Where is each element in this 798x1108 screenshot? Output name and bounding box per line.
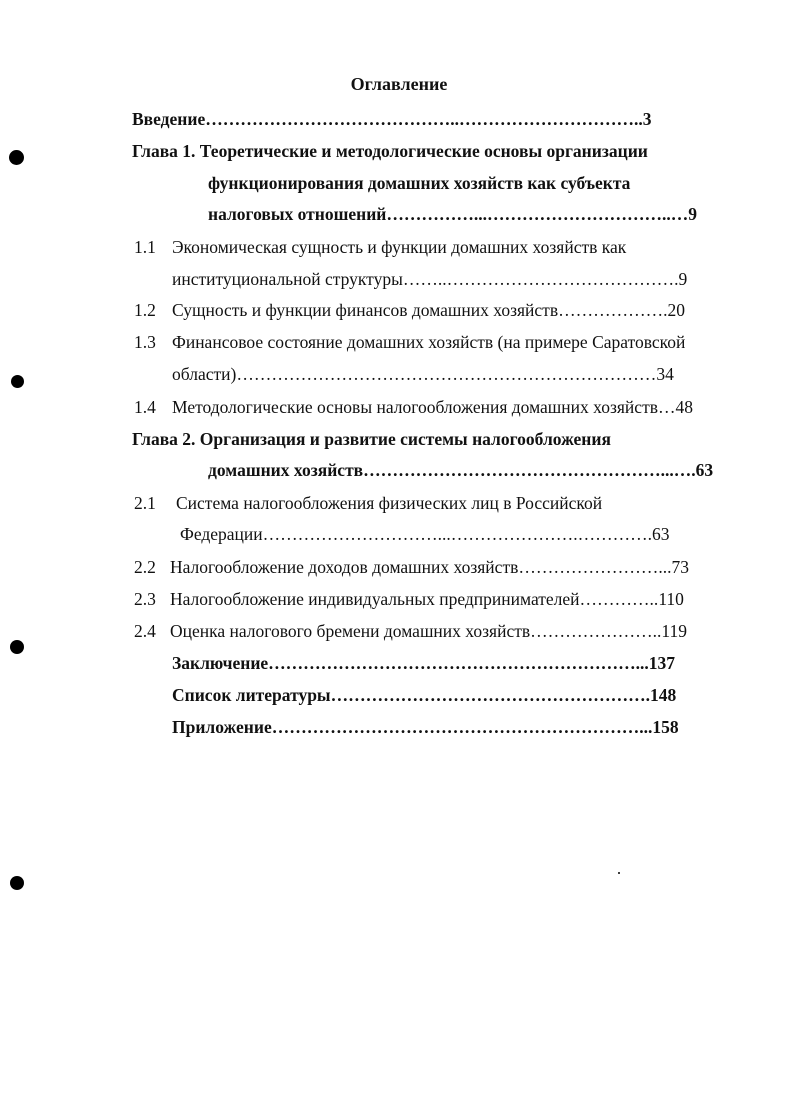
toc-section-1-1-line-1: Экономическая сущность и функции домашних хозяйств как bbox=[172, 237, 627, 257]
toc-page-number: 48 bbox=[675, 397, 693, 417]
toc-page-number: 73 bbox=[671, 557, 689, 577]
toc-page-number: 20 bbox=[667, 300, 685, 320]
toc-page-number: 9 bbox=[678, 269, 688, 289]
toc-section-1-1-line-2 bbox=[172, 268, 742, 292]
toc-page-number: 158 bbox=[652, 717, 679, 737]
toc-chapter-1-line-1: Глава 1. Теоретические и методологические основы организации bbox=[132, 141, 648, 161]
toc-entry-text: институциональной структуры……..…………………………………. bbox=[172, 269, 679, 289]
toc-page-number: 119 bbox=[661, 621, 687, 641]
punch-hole-mark bbox=[10, 876, 24, 890]
toc-section-1-3-line-1: Финансовое состояние домашних хозяйств (на примере Саратовской bbox=[172, 332, 686, 352]
toc-section-number: 1.2 bbox=[134, 300, 156, 320]
toc-page-number: 63 bbox=[652, 524, 670, 544]
toc-chapter-2-line-1: Глава 2. Организация и развитие системы налогообложения bbox=[132, 429, 611, 449]
toc-entry-text: Методологические основы налогообложения домашних хозяйств… bbox=[172, 397, 676, 417]
toc-entry-introduction bbox=[132, 108, 737, 132]
toc-section-1-4 bbox=[172, 396, 752, 420]
toc-entry-references bbox=[172, 684, 742, 708]
toc-entry-text: области)……………………………………………………………… bbox=[172, 364, 657, 384]
toc-title: Оглавление bbox=[350, 74, 448, 94]
toc-entry-conclusion bbox=[172, 652, 742, 676]
toc-page-number: 137 bbox=[648, 653, 676, 673]
toc-entry-text: налоговых отношений……………...…………………………..… bbox=[208, 204, 689, 224]
toc-entry-text: Заключение………………………………………………………... bbox=[172, 653, 649, 673]
toc-page-number: 63 bbox=[695, 460, 714, 480]
toc-section-2-1-line-1: Система налогообложения физических лиц в Российской bbox=[176, 493, 603, 513]
toc-section-number: 2.1 bbox=[134, 493, 156, 513]
toc-page-number: 3 bbox=[642, 109, 652, 129]
toc-page-number: 110 bbox=[658, 589, 684, 609]
toc-section-1-3-line-2 bbox=[172, 363, 747, 387]
toc-section-number: 1.3 bbox=[134, 332, 156, 352]
toc-entry-text: Список литературы………………………………………………. bbox=[172, 685, 650, 705]
toc-section-2-2 bbox=[170, 556, 740, 580]
toc-entry-text: домашних хозяйств……………………………………………...…. bbox=[208, 460, 696, 480]
toc-entry-text: Федерации…………………………...………………….…………. bbox=[180, 524, 653, 544]
toc-page-number: 34 bbox=[656, 364, 674, 384]
toc-section-number: 2.4 bbox=[134, 621, 156, 641]
toc-chapter-2-line-2 bbox=[208, 459, 748, 483]
toc-entry-text: Оценка налогового бремени домашних хозяйств………………….. bbox=[170, 621, 662, 641]
toc-entry-text: Введение……………………………………..………………………….. bbox=[132, 109, 643, 129]
toc-page-number: 148 bbox=[649, 685, 677, 705]
toc-section-2-1-line-2 bbox=[180, 523, 740, 547]
toc-entry-text: Сущность и функции финансов домашних хозяйств………………. bbox=[172, 300, 668, 320]
toc-page-number: 9 bbox=[688, 204, 697, 224]
toc-section-2-3 bbox=[170, 588, 740, 612]
toc-entry-text: Налогообложение доходов домашних хозяйств……………………... bbox=[170, 557, 672, 577]
punch-hole-mark bbox=[11, 375, 24, 388]
scan-speck bbox=[618, 872, 620, 874]
toc-section-2-4 bbox=[170, 620, 740, 644]
toc-section-number: 1.1 bbox=[134, 237, 156, 257]
punch-hole-mark bbox=[9, 150, 24, 165]
toc-section-number: 1.4 bbox=[134, 397, 156, 417]
punch-hole-mark bbox=[10, 640, 24, 654]
toc-section-number: 2.2 bbox=[134, 557, 156, 577]
toc-entry-text: Налогообложение индивидуальных предпринимателей………….. bbox=[170, 589, 659, 609]
toc-chapter-1-line-3 bbox=[208, 203, 748, 227]
toc-section-number: 2.3 bbox=[134, 589, 156, 609]
toc-entry-appendix bbox=[172, 716, 742, 740]
toc-section-1-2 bbox=[172, 299, 742, 323]
toc-chapter-1-line-2: функционирования домашних хозяйств как субъекта bbox=[208, 173, 631, 193]
toc-entry-text: Приложение………………………………………………………... bbox=[172, 717, 653, 737]
